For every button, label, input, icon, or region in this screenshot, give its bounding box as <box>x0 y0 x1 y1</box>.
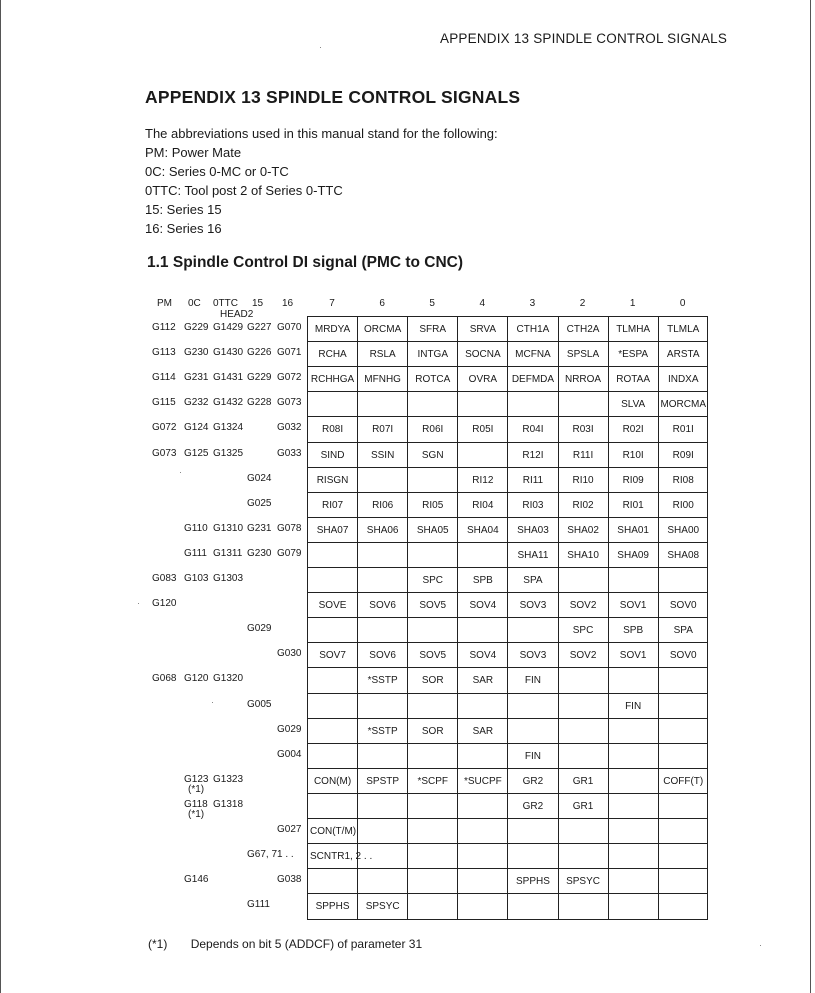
signal-cell: R01I <box>672 424 694 436</box>
signal-cell: FIN <box>524 750 541 762</box>
signal-cell: SOV3 <box>519 650 547 662</box>
address-footnote-mark: (*1) <box>188 808 205 820</box>
address-oc: G124 <box>184 422 209 434</box>
address-s16: G033 <box>277 447 302 459</box>
signal-cell: MRDYA <box>314 324 351 335</box>
address-s16: G027 <box>277 824 302 835</box>
signal-cell: SOV0 <box>669 600 697 612</box>
signal-cell: SHA04 <box>467 524 499 536</box>
signal-cell: GR1 <box>572 800 594 812</box>
signal-cell: SOV6 <box>369 600 396 612</box>
address-oc: G232 <box>184 397 209 409</box>
signal-cell: RI10 <box>572 474 594 486</box>
signal-cell: SHA08 <box>667 549 700 561</box>
signal-cell: R08I <box>321 424 344 436</box>
address-ottc: G1320 <box>213 673 244 685</box>
signal-cell: CTH2A <box>566 324 600 335</box>
signal-cell: SPC <box>422 575 444 586</box>
running-head: APPENDIX 13 SPINDLE CONTROL SIGNALS <box>440 31 728 46</box>
scan-speck <box>180 472 181 473</box>
signal-cell: TLMHA <box>616 324 651 335</box>
address-s15: G67, 71 . . <box>247 849 294 861</box>
header-15: 15 <box>252 298 264 309</box>
signal-cell: SPA <box>523 575 543 586</box>
signal-cell: SGN <box>421 449 444 461</box>
abbrev-0ttc: 0TTC: Tool post 2 of Series 0-TTC <box>145 183 343 198</box>
address-s16: G029 <box>277 723 302 735</box>
address-footnote-mark: (*1) <box>188 783 205 795</box>
signal-cell: SOR <box>421 675 444 687</box>
signal-cell: SOV1 <box>619 650 647 662</box>
signal-cell: CON(M) <box>313 775 352 787</box>
signal-cell: INTGA <box>417 349 449 361</box>
signal-cell: SPA <box>673 625 693 637</box>
address-s16: G078 <box>277 522 302 534</box>
signal-cell: SOV4 <box>469 650 497 662</box>
address-oc: G110 <box>184 522 208 534</box>
header-0c: 0C <box>188 298 201 309</box>
address-pm: G112 <box>152 322 176 333</box>
signal-cell: SPPHS <box>315 901 350 913</box>
signal-cell: RI12 <box>472 474 494 486</box>
signal-cell: RI09 <box>622 474 644 486</box>
bit-header: 3 <box>529 298 536 309</box>
address-s15: G228 <box>247 397 272 409</box>
scan-speck <box>212 702 213 703</box>
signal-cell: SSIN <box>370 449 395 461</box>
address-s16: G032 <box>277 422 302 434</box>
signal-cell: SOV5 <box>419 650 447 662</box>
scan-speck <box>138 603 139 604</box>
address-s15: G024 <box>247 472 272 484</box>
address-s15: G029 <box>247 623 272 635</box>
grid-row-divider <box>308 843 707 844</box>
signal-cell: SPSYC <box>566 876 600 888</box>
signal-cell: R09I <box>672 449 694 461</box>
signal-cell: SIND <box>320 449 345 461</box>
address-s15: G111 <box>247 899 270 911</box>
signal-cell: SOV5 <box>419 600 447 612</box>
signal-cell: RI04 <box>472 499 494 511</box>
signal-cell: SHA09 <box>617 549 649 561</box>
address-s15: G025 <box>247 497 272 509</box>
signal-cell: SHA07 <box>316 524 349 536</box>
signal-cell: SLVA <box>621 399 646 411</box>
signal-cell: SPSTP <box>366 775 400 787</box>
signal-cell: INDXA <box>667 374 699 386</box>
signal-cell: MORCMA <box>660 399 707 411</box>
address-s16: G079 <box>277 547 302 559</box>
signal-cell: GR2 <box>522 800 544 812</box>
signal-cell: SOVE <box>318 600 347 612</box>
address-ottc: G1430 <box>213 347 244 359</box>
address-s15: G227 <box>247 322 272 333</box>
address-pm: G113 <box>152 347 176 359</box>
address-pm: G115 <box>152 397 176 409</box>
signal-cell: SOV4 <box>469 600 497 612</box>
footnote <box>148 937 422 951</box>
address-oc: G231 <box>184 372 209 384</box>
address-ottc: G1311 <box>213 547 243 559</box>
address-s16: G071 <box>277 347 302 359</box>
address-pm: G114 <box>152 372 176 384</box>
signal-cell: SOCNA <box>465 349 501 361</box>
signal-cell: SHA05 <box>416 524 449 536</box>
signal-cell: MFNHG <box>364 374 401 386</box>
signal-cell: SOV0 <box>669 650 697 662</box>
section-title: 1.1 Spindle Control DI signal (PMC to CNC) <box>147 254 464 271</box>
signal-cell: SFRA <box>419 324 447 335</box>
header-0ttc-head2: HEAD2 <box>220 309 254 320</box>
signal-cell: CON(T/M) <box>310 826 357 837</box>
signal-cell: SPSLA <box>566 349 600 361</box>
page-border-right <box>810 0 811 993</box>
signal-cell: NRROA <box>564 374 602 386</box>
signal-cell: SOR <box>421 725 444 737</box>
signal-cell: R12I <box>522 449 544 461</box>
bit-header: 1 <box>629 298 636 309</box>
signal-cell: SHA02 <box>567 524 599 536</box>
address-oc: G125 <box>184 447 209 459</box>
signal-cell: SPB <box>472 575 493 586</box>
address-s15: G231 <box>247 522 272 534</box>
address-pm: G073 <box>152 447 177 459</box>
signal-cell: SPC <box>572 625 594 637</box>
header-16: 16 <box>282 298 294 309</box>
header-pm: PM <box>157 298 172 309</box>
address-ottc: G1432 <box>213 397 244 409</box>
signal-cell: RI05 <box>422 499 444 511</box>
signal-cell: SOV6 <box>369 650 396 662</box>
signal-cell: SCNTR1, 2 . . <box>310 851 373 863</box>
bit-header: 5 <box>429 298 435 309</box>
signal-table <box>307 316 708 920</box>
signal-cell: R11I <box>572 449 594 461</box>
signal-cell: GR1 <box>572 775 594 787</box>
signal-cell: RI00 <box>672 499 694 511</box>
address-ottc: G1431 <box>213 372 244 384</box>
signal-cell: RI02 <box>572 499 594 511</box>
signal-cell: FIN <box>625 700 642 712</box>
signal-cell: SOV3 <box>519 600 547 612</box>
address-ottc: G1429 <box>213 322 244 333</box>
address-s16: G073 <box>277 397 302 409</box>
address-s16: G030 <box>277 648 302 660</box>
abbrev-0c: 0C: Series 0-MC or 0-TC <box>145 164 289 179</box>
signal-cell: GR2 <box>522 775 544 787</box>
abbreviation-list <box>145 124 498 238</box>
address-ottc: G1325 <box>213 447 244 459</box>
signal-cell: R03I <box>572 424 594 436</box>
signal-cell: RI03 <box>522 499 544 511</box>
page-border-left <box>0 0 1 993</box>
signal-cell: RI01 <box>622 499 644 511</box>
signal-cell: FIN <box>524 675 541 687</box>
signal-cell: SAR <box>472 675 494 687</box>
address-ottc: G1310 <box>213 522 244 534</box>
signal-cell: SHA10 <box>567 549 599 561</box>
signal-cell: ROTCA <box>415 374 451 386</box>
signal-cell: RISGN <box>316 474 349 486</box>
address-oc: G118 <box>184 798 208 810</box>
bit-header: 0 <box>679 298 686 309</box>
address-s16: G038 <box>277 874 302 886</box>
signal-cell: SOV1 <box>619 600 647 612</box>
signal-cell: SPPHS <box>515 876 550 888</box>
signal-cell: *SSTP <box>367 675 398 687</box>
address-pm: G072 <box>152 422 177 434</box>
signal-cell: R06I <box>422 424 444 436</box>
signal-cell: RSLA <box>369 349 396 361</box>
signal-cell: SHA01 <box>617 524 649 536</box>
signal-cell: SAR <box>472 725 494 737</box>
signal-cell: SHA11 <box>517 549 549 561</box>
address-s15: G005 <box>247 698 272 710</box>
signal-cell: OVRA <box>468 374 498 386</box>
bit-header: 2 <box>579 298 586 309</box>
abbrev-15: 15: Series 15 <box>145 202 222 217</box>
address-oc: G146 <box>184 874 209 886</box>
address-oc: G230 <box>184 347 209 359</box>
abbrev-16: 16: Series 16 <box>145 221 222 236</box>
address-s16: G070 <box>277 322 302 333</box>
signal-cell: SOV2 <box>569 600 597 612</box>
address-ottc: G1318 <box>213 798 244 810</box>
address-pm: G120 <box>152 598 177 610</box>
signal-cell: R05I <box>472 424 494 436</box>
signal-cell: SPB <box>623 625 644 637</box>
signal-cell: RI06 <box>372 499 394 511</box>
signal-cell: RI07 <box>321 499 344 511</box>
signal-cell: *SUCPF <box>463 775 502 787</box>
signal-cell: COFF(T) <box>663 775 704 787</box>
footnote-mark: (*1) <box>148 937 168 951</box>
abbrev-pm: PM: Power Mate <box>145 145 242 160</box>
signal-cell: TLMLA <box>667 324 700 335</box>
bit-header: 6 <box>379 298 385 309</box>
bit-header: 7 <box>329 298 335 309</box>
signal-cell: SHA00 <box>667 524 700 536</box>
signal-cell: *SSTP <box>367 725 398 737</box>
signal-cell: RCHA <box>318 349 347 361</box>
footnote-text: Depends on bit 5 (ADDCF) of parameter 31 <box>190 937 423 951</box>
signal-cell: R04I <box>522 424 544 436</box>
address-ottc: G1323 <box>213 773 244 785</box>
signal-cell: SOV2 <box>569 650 597 662</box>
address-oc: G103 <box>184 573 209 584</box>
signal-cell: R02I <box>622 424 644 436</box>
address-s16: G072 <box>277 372 302 384</box>
address-s15: G230 <box>247 547 272 559</box>
address-oc: G229 <box>184 322 209 333</box>
address-pm: G068 <box>152 673 177 685</box>
signal-cell: SRVA <box>469 324 496 335</box>
signal-cell: SOV7 <box>319 650 346 662</box>
intro-line: The abbreviations used in this manual stand for the following: <box>145 126 498 141</box>
address-ottc: G1324 <box>213 422 244 434</box>
signal-cell: RCHHGA <box>310 374 355 386</box>
signal-cell: SPSYC <box>365 901 400 913</box>
signal-cell: ROTAA <box>616 374 650 386</box>
scan-speck <box>320 47 321 48</box>
signal-cell: R07I <box>372 424 394 436</box>
address-oc: G123 <box>184 773 209 785</box>
signal-cell: SHA06 <box>366 524 399 536</box>
signal-cell: RI11 <box>522 474 544 486</box>
address-oc: G120 <box>184 673 209 685</box>
scan-speck <box>760 945 761 946</box>
signal-cell: MCFNA <box>515 349 551 361</box>
signal-cell: SHA03 <box>517 524 549 536</box>
signal-cell: *SCPF <box>417 775 449 787</box>
signal-cell: CTH1A <box>516 324 550 335</box>
signal-cell: ARSTA <box>666 349 700 361</box>
signal-cell: ORCMA <box>364 324 402 335</box>
header-0ttc: 0TTC <box>213 298 238 309</box>
address-oc: G111 <box>184 547 207 559</box>
address-s16: G004 <box>277 748 302 760</box>
signal-cell: RI08 <box>672 474 694 486</box>
signal-cell: DEFMDA <box>511 374 555 386</box>
address-s15: G229 <box>247 372 272 384</box>
signal-cell: *ESPA <box>618 349 649 361</box>
address-s15: G226 <box>247 347 272 359</box>
signal-cell: R10I <box>622 449 644 461</box>
bit-header: 4 <box>479 298 486 309</box>
page-title: APPENDIX 13 SPINDLE CONTROL SIGNALS <box>145 87 521 107</box>
address-pm: G083 <box>152 573 177 584</box>
address-ottc: G1303 <box>213 573 244 584</box>
